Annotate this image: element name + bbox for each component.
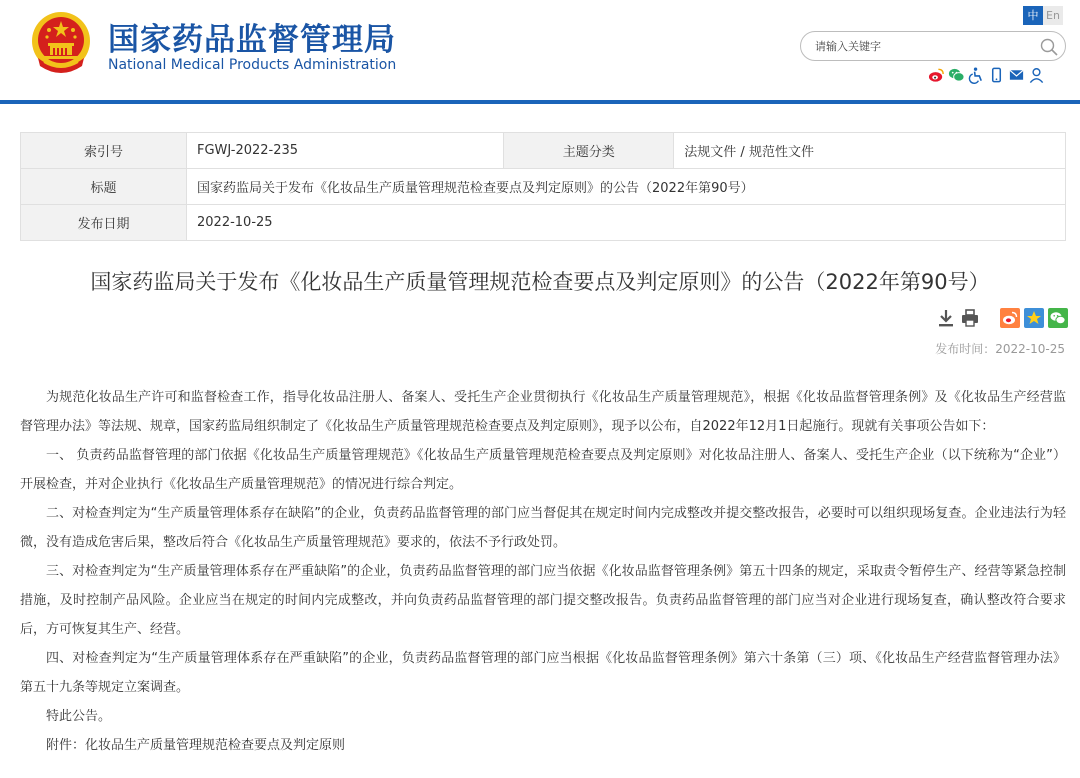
date-label: 发布日期 xyxy=(21,205,187,241)
table-row xyxy=(21,205,1066,241)
title-label: 标题 xyxy=(21,169,187,205)
user-icon[interactable] xyxy=(1028,66,1045,84)
site-title-cn[interactable]: 国家药品监督管理局 xyxy=(108,22,396,58)
paragraph: 为规范化妆品生产许可和监督检查工作，指导化妆品注册人、备案人、受托生产企业贯彻执行《化妆品生产质量管理规范》，根据《化妆品监督管理条例》及《化妆品生产经营监督管理办法》等法规、规章，国家药监局组织制定了《化妆品生产质量管理规范检查要点及判定原则》，现予以公布，自2022年12月1日起施行。现就有关事项公告如下： xyxy=(20,390,1066,434)
category-label: 主题分类 xyxy=(504,133,674,169)
weibo-icon[interactable] xyxy=(928,66,945,84)
article-title: 国家药监局关于发布《化妆品生产质量管理规范检查要点及判定原则》的公告（2022年第90号） xyxy=(90,270,990,294)
site-title-en[interactable]: National Medical Products Administration xyxy=(108,57,397,73)
date-value: 2022-10-25 xyxy=(187,205,1066,241)
paragraph: 三、对检查判定为“生产质量管理体系存在严重缺陷”的企业，负责药品监督管理的部门应当依据《化妆品监督管理条例》第五十四条的规定，采取责令暂停生产、经营等紧急控制措施，及时控制产品风险。企业应当在规定的时间内完成整改，并向负责药品监督管理的部门提交整改报告。负责药品监督管理的部门应当对企业进行现场复查，确认整改符合要求后，方可恢复其生产、经营。 xyxy=(20,564,1066,637)
paragraph: 特此公告。 xyxy=(46,709,112,724)
search-input[interactable] xyxy=(815,37,1025,56)
qzone-share-icon[interactable] xyxy=(1024,308,1044,328)
title-value: 国家药监局关于发布《化妆品生产质量管理规范检查要点及判定原则》的公告（2022年第90号） xyxy=(187,169,1066,205)
lang-en-button[interactable]: En xyxy=(1043,6,1063,25)
site-header xyxy=(0,0,1080,100)
paragraph: 二、对检查判定为“生产质量管理体系存在缺陷”的企业，负责药品监督管理的部门应当督促其在规定时间内完成整改并提交整改报告，必要时可以组织现场复查。企业违法行为轻微，没有造成危害后果，整改后符合《化妆品生产质量管理规范》要求的，依法不予行政处罚。 xyxy=(20,506,1066,550)
header-divider xyxy=(0,100,1080,104)
index-label: 索引号 xyxy=(21,133,187,169)
table-row xyxy=(21,169,1066,205)
accessibility-icon[interactable] xyxy=(968,66,985,84)
category-value: 法规文件 / 规范性文件 xyxy=(674,133,1066,169)
wechat-icon[interactable] xyxy=(948,66,965,84)
article-body xyxy=(20,383,1066,760)
national-emblem-icon[interactable] xyxy=(30,10,92,74)
wechat-share-icon[interactable] xyxy=(1048,308,1068,328)
mobile-icon[interactable] xyxy=(988,66,1005,84)
header-tool-icons xyxy=(928,66,1045,84)
lang-cn-button[interactable]: 中 xyxy=(1023,6,1043,25)
index-value: FGWJ-2022-235 xyxy=(187,133,504,169)
paragraph: 四、对检查判定为“生产质量管理体系存在严重缺陷”的企业，负责药品监督管理的部门应当根据《化妆品监督管理条例》第六十条第（三）项、《化妆品生产经营监督管理办法》第五十九条等规定立案调查。 xyxy=(20,651,1066,695)
search-icon[interactable] xyxy=(1039,37,1059,57)
article-tools xyxy=(936,308,1068,328)
attachment-link[interactable]: 附件：化妆品生产质量管理规范检查要点及判定原则 xyxy=(46,738,346,753)
print-icon[interactable] xyxy=(960,308,980,328)
download-icon[interactable] xyxy=(936,308,956,328)
publish-time: 发布时间：2022-10-25 xyxy=(935,342,1065,356)
table-row xyxy=(21,133,1066,169)
document-metadata-table xyxy=(20,132,1066,241)
paragraph: 一、 负责药品监督管理的部门依据《化妆品生产质量管理规范》《化妆品生产质量管理规范检查要点及判定原则》对化妆品注册人、备案人、受托生产企业（以下统称为“企业”）开展检查，并对企业执行《化妆品生产质量管理规范》的情况进行综合判定。 xyxy=(20,448,1066,492)
mail-icon[interactable] xyxy=(1008,66,1025,84)
weibo-share-icon[interactable] xyxy=(1000,308,1020,328)
search-box xyxy=(800,31,1066,61)
language-switch xyxy=(1023,6,1063,25)
